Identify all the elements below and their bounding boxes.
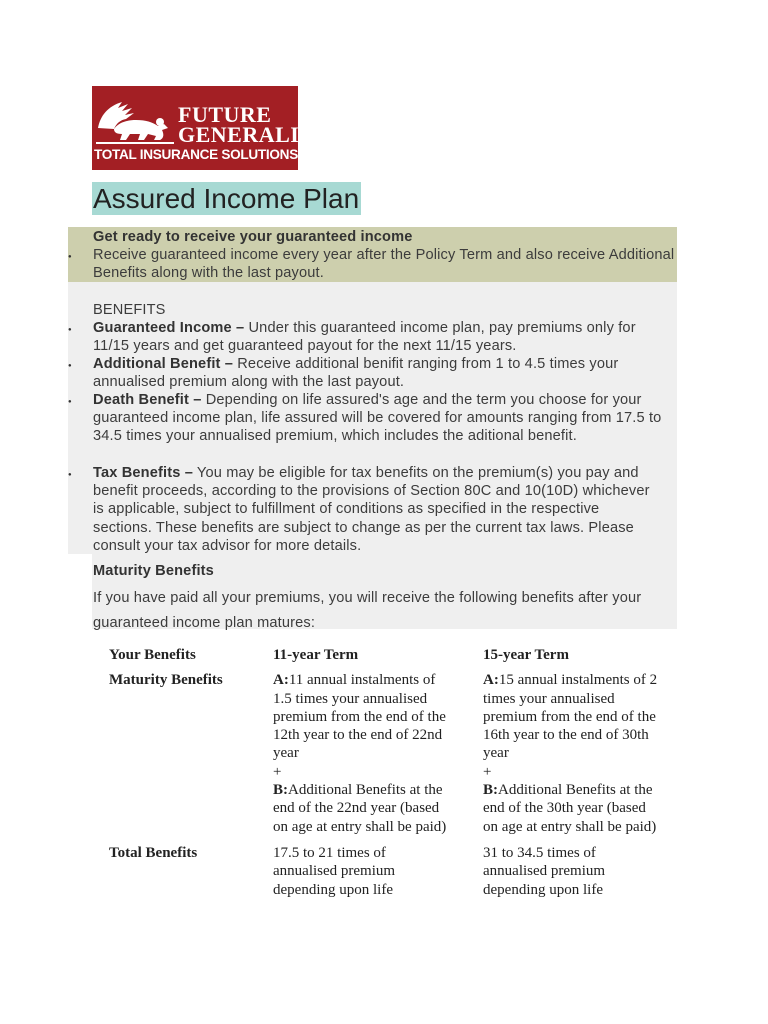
table-cell: 31 to 34.5 times of annualised premium depending upon life [483,844,606,898]
table-cell: 17.5 to 21 times of annualised premium depending upon life [273,844,396,898]
benefit-guaranteed-income: Guaranteed Income – Under this guaranteed income plan, pay premiums only for 11/15 years and get guaranteed payout for the next 11/15 years. [93,320,636,355]
table-row [109,844,673,899]
table-header-row [109,646,673,671]
bullet-icon [68,466,78,476]
bullet-icon [68,357,78,367]
table-cell: A:15 annual instalments of 2 times your annualised premium from the end of the 16th year to the end of 30th year + B:Additional Benefits at the end of the 30th year (based on age at entry shall be paid) [483,672,658,835]
bullet-icon [68,248,78,258]
bullet-icon [68,321,78,331]
future-generali-logo [92,86,298,170]
table-header: 11-year Term [273,647,359,663]
maturity-benefits-table [109,646,673,899]
maturity-heading: Maturity Benefits [93,563,214,579]
intro-bullet-text: Receive guaranteed income every year after the Policy Term and also receive Additional Benefits along with the last payout. [93,247,675,282]
table-cell: A:11 annual instalments of 1.5 times your annualised premium from the end of the 12th year to the end of 22nd year + B:Additional Benefits at the end of the 22nd year (based on age at entry shall be paid) [273,672,447,835]
table-header: Your Benefits [109,647,196,663]
maturity-text: If you have paid all your premiums, you will receive the following benefits after your guaranteed income plan matures: [93,590,642,631]
intro-heading: Get ready to receive your guaranteed income [93,229,413,245]
winged-lion-icon [94,98,178,144]
benefit-tax: Tax Benefits – You may be eligible for tax benefits on the premium(s) you pay and benefit proceeds, according to the provisions of Section 80C and 10(10D) whichever is applicable, subject to fulfillment of conditions as specified in the respective sections. These benefits are subject to change as per the current tax laws. Please consult your tax advisor for more details. [93,465,650,554]
table-header: 15-year Term [483,647,569,663]
table-row-label: Total Benefits [109,844,198,861]
benefits-heading: BENEFITS [93,302,166,318]
table-row-label: Maturity Benefits [109,672,223,689]
benefit-additional: Additional Benefit – Receive additional benifit ranging from 1 to 4.5 times your annualised premium along with the last payout. [93,356,619,391]
logo-brand-line2: GENERALI [178,122,300,147]
table-row [109,671,673,844]
logo-brand-line1: FUTURE [178,102,272,127]
bullet-icon [68,393,78,403]
logo-tagline: TOTAL INSURANCE SOLUTIONS [94,147,298,162]
benefit-death: Death Benefit – Depending on life assured's age and the term you choose for your guaranteed income plan, life assured will be covered for amounts ranging from 17.5 to 34.5 times your annualised premium, which includes the aditional benefit. [93,392,662,445]
page-title: Assured Income Plan [93,183,360,214]
